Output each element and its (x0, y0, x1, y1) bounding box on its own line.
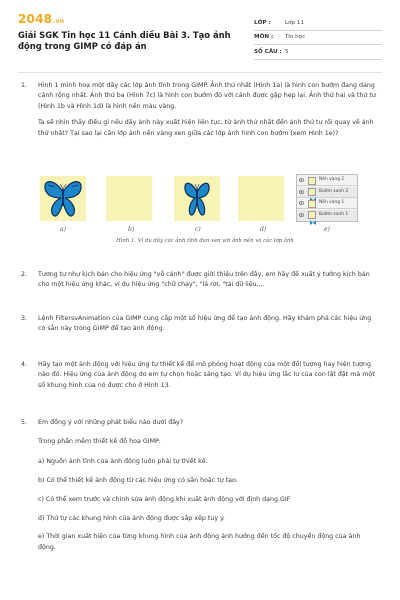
figure-panel-c (174, 176, 220, 221)
layer-thumbnail (308, 188, 316, 196)
question-paragraph: Tương tự như kịch bản cho hiệu ứng "vỗ cánh" được giới thiệu trên đây, em hãy đề xuất ý tưởng kịch bản cho một hiệu ứng khác, ví dụ hiệu ứng "chữ chạy", "lá rơi, "tải dữ liệu,... (38, 271, 370, 289)
layer-name: Nền vàng 1 (319, 200, 345, 205)
meta-table (254, 16, 382, 70)
figure-panel-b (106, 176, 152, 221)
layer-row[interactable] (297, 198, 357, 209)
question-text (38, 314, 376, 335)
layer-row[interactable] (297, 187, 357, 198)
meta-row-grade (254, 16, 382, 31)
question-number: 1. (21, 82, 28, 89)
eye-icon[interactable] (299, 178, 304, 182)
layer-row[interactable] (297, 175, 357, 186)
meta-row-subject (254, 31, 382, 46)
question-paragraph: Trong phần mềm thiết kế đồ hoạ GIMP: (38, 438, 161, 446)
question-3 (18, 314, 376, 341)
site-logo[interactable] (18, 12, 246, 26)
figure-label-e: e) (324, 226, 330, 233)
question-number: 4. (21, 361, 28, 368)
figure-label-c: c) (195, 226, 201, 233)
figure-1 (40, 174, 370, 250)
butterfly-open-icon (40, 176, 86, 221)
eye-icon[interactable] (299, 190, 304, 194)
figure-panel-d (238, 176, 284, 221)
document-header (18, 12, 382, 70)
header-divider (18, 72, 382, 73)
answer-option-e: e) Thời gian xuất hiện của từng khung hình của ảnh động ảnh hưởng đến tốc độ chuyển động của ảnh động. (38, 533, 361, 551)
butterfly-folded-icon (174, 176, 220, 221)
meta-value: 5 (285, 48, 289, 55)
layer-row[interactable] (297, 210, 357, 221)
answer-option-d: d) Thứ tự các khung hình của ảnh động được sắp xếp tuỳ ý. (38, 514, 225, 522)
question-paragraph: Em đồng ý với những phát biểu nào dưới đây? (38, 419, 184, 426)
question-paragraph: Hãy tạo một ảnh động với hiệu ứng tự thiết kế để mô phỏng hoạt động của một đối tượng hay hiện tượng nào đó. Hiệu ứng của ảnh động do em tự chọn hoặc sáng tạo. Ví dụ hiệu ứng lắc lư của con lật đật mà một số khung hình của nó được cho ở Hình 13. (38, 361, 375, 389)
question-2 (18, 270, 376, 297)
question-paragraph: Lệnh FiltersvAnimation của GIMP cung cấp một số hiệu ứng để tạo ảnh động. Hãy khám phá các hiệu ứng có sẵn này trong GIMP để tạo ảnh động. (38, 315, 372, 333)
answer-option-b: b) Có thể thiết kế ảnh động từ các hiệu ứng có sẵn hoặc tự tạo. (38, 476, 238, 484)
logo-text: 2048 (18, 12, 53, 26)
answer-option-c: c) Có thể xem trước và chỉnh sửa ảnh động khi xuất ảnh động với định dạng GIF (38, 495, 291, 503)
figure-label-b: b) (128, 226, 135, 233)
eye-icon[interactable] (299, 213, 304, 217)
figure-caption: Hình 1. Ví dụ dãy các ảnh tĩnh đan xen với ảnh nền và các lớp ảnh (116, 238, 294, 244)
meta-label: MÔN : (254, 34, 274, 41)
answer-option-a: a) Nguồn ảnh tĩnh của ảnh động luôn phải tự thiết kế. (38, 457, 208, 465)
eye-icon[interactable] (299, 201, 304, 205)
question-paragraph: Hình 1 minh hoạ một dãy các lớp ảnh tĩnh trong GIMP. Ảnh thứ nhất (Hình 1a) là hình con bướm đang dang cánh rộng nhất. Ảnh thứ ba (Hình 7c) là hình con bướm đó với cánh được gập hẹp lại. Ảnh thứ hai và thứ tư (Hình 1b và Hình 1d) là hình nền màu vàng. (38, 82, 376, 110)
layer-thumbnail (308, 211, 316, 219)
question-5 (18, 418, 376, 562)
question-text (38, 270, 376, 291)
meta-label: SỐ CÂU : (254, 48, 282, 55)
layer-name: Bướm xanh 2 (319, 188, 349, 194)
question-1 (18, 81, 376, 145)
question-4 (18, 360, 376, 397)
question-text (38, 418, 376, 553)
layer-name: Nền vàng 2 (319, 177, 345, 182)
meta-value: Lớp 11 (285, 19, 304, 26)
figure-panel-a (40, 176, 86, 221)
question-number: 2. (21, 271, 28, 278)
figure-label-d: d) (260, 226, 267, 233)
question-number: 5. (21, 419, 28, 426)
header-left (18, 12, 246, 70)
meta-label: LỚP : (254, 19, 271, 26)
question-text (38, 360, 376, 391)
layer-thumbnail (308, 200, 316, 208)
logo-suffix: .vn (53, 18, 65, 25)
butterfly-icon (309, 219, 317, 227)
question-number: 3. (21, 315, 28, 322)
layers-panel (296, 174, 358, 222)
layer-name: Bướm xanh 1 (319, 211, 349, 217)
document-title: Giải SGK Tin học 11 Cánh diều Bài 3. Tạo ảnh động trong GIMP có đáp án (18, 30, 231, 51)
meta-value: Tin học (285, 34, 306, 41)
question-paragraph: Ta sẽ nhìn thấy điều gì nếu dãy ảnh này xuất hiện liên tục, từ ảnh thứ nhất đến ảnh thứ tư rồi quay về ảnh thứ nhất? Tại sao lại cần lớp ảnh nền vàng xen giữa các lớp ảnh hình con bướm (xem Hình 1e)? (38, 119, 374, 137)
layer-thumbnail (308, 177, 316, 185)
question-text (38, 81, 376, 139)
figure-label-a: a) (60, 226, 66, 233)
meta-row-count (254, 45, 382, 60)
